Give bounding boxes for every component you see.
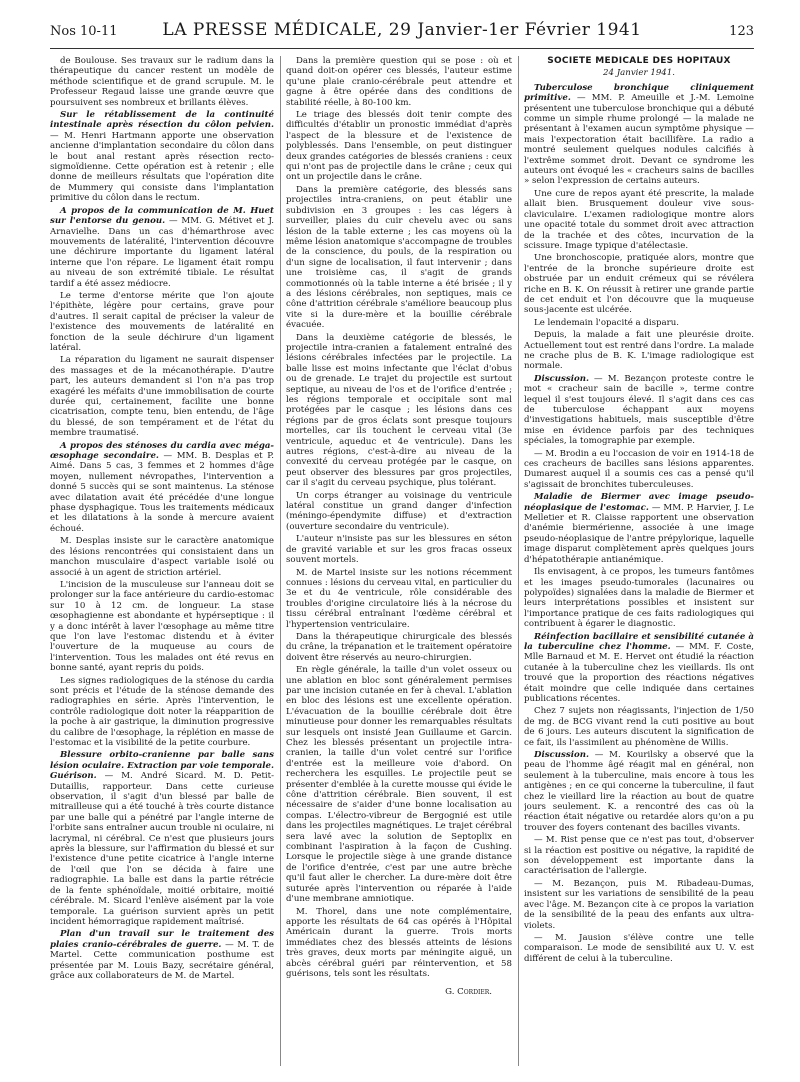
- header-rule: [50, 48, 754, 49]
- paragraph-text: Dans la première catégorie, des blessés sans projectiles intra-craniens, on peut établir une subdivision en 3 groupes : les cas légers à surveiller, plaies du cuir chevelu avec ou sans lésion de la table externe ; les cas moyens où la même lésion anatomique s'accompagne de troubles de la conscience, du pouls, de la respiration ou d'un signe de localisation, il faut intervenir ; dans une troisième cas, il s'agit de grands commotionnés où la table interne a été brisée ; il y a des lésions cérébrales, non septiques, mais ce cône d'attrition cérébrale s'améliore beaucoup plus vite si la dure-mère et la bouillie cérébrale évacuée.: [286, 184, 512, 331]
- paragraph: [524, 632, 754, 705]
- paragraph-text: — MM. P. Ameuille et J.-M. Lemoine présentent une tuberculose bronchique qui a débuté comme un simple rhume prolongé — la malade ne présentant à l'examen aucun symptôme physique — mais l'expectoration était bacillifère. La radio a montré seulement quelques nodules calcifiés à l'extrême sommet droit. Devant ce syndrome les auteurs ont évoqué les « cracheurs sains de bacilles » selon l'expression de certains auteurs.: [524, 93, 754, 187]
- paragraph: [50, 110, 274, 204]
- paragraph: [524, 253, 754, 315]
- paragraph: [286, 110, 512, 183]
- paragraph-text: — MM. F. Coste, Mlle Barnaud et M. E. Hervet ont étudié la réaction cutanée à la tuberculine chez les vieillards. Ils ont trouvé que la proportion des réactions négatives était moindre que celle indiquée dans certaines publications récentes.: [524, 641, 754, 704]
- paragraph-text: En règle générale, la taille d'un volet osseux ou une ablation en bloc sont généralement permises par une incision cutanée en fer à cheval. L'ablation en bloc des lésions est une excellente opération. L'évacuation de la bouillie cérébrale doit être minutieuse pour donner les remarquables résultats sur lesquels ont insisté Jean Guillaume et Garcin. Chez les blessés présentant un projectile intra-cranien, la taille d'un volet centré sur l'orifice d'entrée est la meilleure voie d'abord. On recherchera les esquilles. Le projectile peut se présenter d'emblée à la curette mousse qui évide le cône d'attrition cérébrale. Bien souvent, il est nécessaire de s'aider d'une bonne localisation au compas. L'électro-vibreur de Bergognié est utile dans les projectiles magnétiques. Le trajet cérébral sera lavé avec la solution de Septoplix en combinant l'aspiration à la façon de Cushing. Lorsque le projectile siège à une grande distance de l'orifice d'entrée, c'est par une autre brèche qu'il faut aller le chercher. La dure-mère doit être suturée après l'intervention ou réparée à l'aide d'une membrane amniotique.: [286, 665, 512, 905]
- paragraph: [524, 83, 754, 187]
- section-title: SOCIÉTÉ MÉDICALE DES HOPITAUX: [547, 56, 731, 66]
- paragraph: [286, 632, 512, 663]
- paragraph: [524, 835, 754, 877]
- paragraph: [286, 56, 512, 108]
- paragraph: [286, 491, 512, 533]
- paragraph-text: Ils envisagent, à ce propos, les tumeurs fantômes et les images pseudo-tumorales (lacunaires ou polypoïdes) signalées dans la maladie de Biermer et leurs interprétations possibles et insistent sur l'importance pratique de ces faits radiologiques qui contribuent à égarer le diagnostic.: [524, 567, 754, 630]
- paragraph: [50, 206, 274, 289]
- paragraph-text: Le triage des blessés doit tenir compte des difficultés d'établir un pronostic immédiat d'après l'aspect de la blessure et de l'existence de polyblessés. Dans l'ensemble, on peut distinguer deux grandes catégories de blessés craniens : ceux qui n'ont pas de projectile dans le crâne ; ceux qui ont un projectile dans le crâne.: [286, 110, 512, 183]
- paragraph: [286, 333, 512, 489]
- paragraph-text: L'incision de la musculeuse sur l'anneau doit se prolonger sur la face antérieure du cardio-estomac sur 10 à 12 cm. de longueur. La stase œsophagienne est abondante et hypérseptique : il y a donc intérêt à laver l'œsophage au même titre que l'on lave l'estomac distendu et à éviter l'ouverture de la muqueuse au cours de l'intervention. Tous les malades ont été revus en bonne santé, ayant repris du poids.: [50, 579, 274, 674]
- paragraph: [286, 907, 512, 980]
- paragraph-text: La réparation du ligament ne saurait dispenser des massages et de la mécanothérapie. D'autre part, les auteurs demandent si l'on n'a pas trop exagéré les méfaits d'une immobilisation de courte durée qui, certainement, facilite une bonne cicatrisation, compte tenu, bien entendu, de l'âge du blessé, de son tempérament et de l'état du membre traumatisé.: [50, 355, 274, 439]
- paragraph-text: — M. Bezançon proteste contre le mot « cracheur sain de bacille », terme contre lequel il s'est toujours élevé. Il s'agit dans ces cas de tuberculose échappant aux moyens d'investigations habituels, mais susceptible d'être mise en évidence parfois par des techniques spéciales, la tomographie par exemple.: [524, 373, 754, 447]
- paragraph-text: Le terme d'entorse mérite que l'on ajoute l'épithète, légère pour certains, grave pour d'autres. Il serait capital de préciser la valeur de l'existence des mouvements de latéralité en fonction de la seule déchirure d'un ligament latéral.: [50, 290, 274, 353]
- paragraph-heading: A propos de la communication de M. Huet sur l'entorse du genou.: [50, 205, 274, 227]
- paragraph-text: Une cure de repos ayant été prescrite, la malade allait bien. Brusquement douleur vive sous-claviculaire. L'examen radiologique montre alors une opacité totale du sommet droit avec attraction de la trachée et des côtes, incurvation de la scissure. Image typique d'atélectasie.: [524, 188, 754, 251]
- paragraph: [50, 355, 274, 438]
- column-divider: [518, 56, 519, 1066]
- signature: G. Cordier.: [445, 987, 492, 998]
- paragraph: [524, 933, 754, 964]
- paragraph-heading: Discussion.: [534, 750, 589, 760]
- paragraph-heading: Maladie de Biermer avec image pseudo-néoplasique de l'estomac.: [524, 492, 754, 513]
- paragraph: [524, 449, 754, 491]
- paragraph: [50, 929, 274, 981]
- column-divider: [280, 56, 281, 1066]
- paragraph-text: — MM. P. Harvier, J. Le Melletier et R. Claisse rapportent une observation d'anémie biermérienne, associée à une image pseudo-néoplasique de l'antre prépylorique, laquelle image disparut complètement après quelques jours d'hépatothérapie antianémique.: [524, 502, 754, 565]
- paragraph-heading: A propos des sténoses du cardia avec méga-œsophage secondaire.: [50, 440, 274, 462]
- paragraph: [50, 580, 274, 674]
- paragraph-text: M. Thorel, dans une note complémentaire, apporte les résultats de 64 cas opérés à l'Hôpital Américain durant la guerre. Trois morts immédiates chez des blessés atteints de lésions très graves, deux morts par méningite aiguë, un abcès cérébral guéri par réintervention, et 58 guérisons, tels sont les résultats.: [286, 906, 512, 979]
- paragraph-text: — M. Henri Hartmann apporte une observation ancienne d'implantation secondaire du côlon dans le bout anal restant après résection recto-sigmoïdienne. Cette opération est à retenir ; elle donne de meilleurs résultats que l'opération dite de Mummery qui consiste dans l'implantation primitive du côlon dans le rectum.: [50, 130, 274, 204]
- paragraph: [286, 665, 512, 904]
- paragraph: [524, 374, 754, 447]
- column-2: [286, 56, 512, 1072]
- paragraph-text: — M. Kourilsky a observé que la peau de l'homme âgé réagit mal en général, non seulement à la tuberculine, mais encore à tous les antigènes ; en ce qui concerne la tuberculine, il faut chez le vieillard lire la réaction au bout de quatre jours seulement. K. a rencontré des cas où la réaction était négative ou retardée alors qu'on a pu trouver des foyers contenant des bacilles vivants.: [524, 750, 754, 833]
- paragraph-text: — MM. B. Desplas et P. Aimé. Dans 5 cas, 3 femmes et 2 hommes d'âge moyen, nullement névropathes, l'intervention a donné 5 succès qui se sont maintenus. La sténose avec dilatation avait été précédée d'une longue phase dysphagique. Tous les traitements médicaux et les dilatations à la sonde à mercure avaient échoué.: [50, 451, 274, 534]
- column-3: [524, 56, 754, 1072]
- paragraph: [286, 534, 512, 565]
- paragraph: [524, 879, 754, 931]
- paragraph: [524, 189, 754, 251]
- paragraph: [524, 318, 754, 328]
- page-header: [50, 18, 754, 46]
- paragraph-heading: Blessure orbito-cranienne par balle sans lésion oculaire. Extraction par voie temporale. Guérison.: [50, 750, 274, 782]
- paragraph-text: Un corps étranger au voisinage du ventricule latéral constitue un grand danger d'infection (méningo-épendymite diffuse) et d'extraction (ouverture secondaire du ventricule).: [286, 490, 512, 532]
- paragraph-text: — M. Bezançon, puis M. Ribadeau-Dumas, insistent sur les variations de sensibilité de la peau avec l'âge. M. Bezançon cite à ce propos la variation de la sensibilité de la peau des enfants aux ultra-violets.: [524, 878, 754, 931]
- paragraph: [50, 676, 274, 749]
- paragraph-heading: Sur le rétablissement de la continuité intestinale après résection du côlon pelvien.: [50, 110, 274, 131]
- column-1: [50, 56, 274, 1072]
- paragraph: [286, 568, 512, 630]
- paragraph-heading: Plan d'un travail sur le traitement des plaies cranio-cérébrales de guerre.: [50, 929, 274, 950]
- paragraph: [50, 750, 274, 927]
- issue-number: Nos 10-11: [50, 24, 118, 39]
- paragraph: [524, 330, 754, 372]
- paragraph-text: — M. André Sicard. M. D. Petit-Dutaillis, rapporteur. Dans cette curieuse observation, il s'agit d'un blessé par balle de mitrailleuse qui a été touché à très courte distance par une balle qui a pénétré par l'angle interne de l'orbite sans entraîner aucun trouble ni oculaire, ni lacrymal, ni cérébral. Ce n'est que plusieurs jours après la blessure, sur l'affirmation du blessé et sur l'existence d'une petite cicatrice à l'angle interne de l'œil que l'on se décida à faire une radiographie. La balle est dans la partie rétrécie de la fente sphénoïdale, moitié orbitaire, moitié cérébrale. M. Sicard l'enlève aisément par la voie temporale. La guérison survient après un petit incident hémorragique rapidement maîtrisé.: [50, 771, 274, 927]
- paragraph: [50, 291, 274, 353]
- paragraph-text: L'auteur n'insiste pas sur les blessures en séton de gravité variable et sur les gros fracas osseux souvent mortels.: [286, 534, 512, 566]
- paragraph: [524, 567, 754, 629]
- paragraph-text: Dans la première question qui se pose : où et quand doit-on opérer ces blessés, l'auteur estime qu'une plaie cranio-cérébrale peut attendre et gagne à être opérée dans des conditions de stabilité réelle, à 80-100 km.: [286, 56, 512, 108]
- paragraph: [524, 706, 754, 748]
- paragraph-text: Le lendemain l'opacité a disparu.: [534, 317, 680, 328]
- paragraph: [50, 441, 274, 535]
- paragraph-heading: Tuberculose bronchique cliniquement primitive.: [524, 82, 754, 104]
- paragraph-text: — M. T. de Martel. Cette communication posthume est présentée par M. Louis Bazy, secrétaire général, grâce aux collaborateurs de M. de Martel.: [50, 939, 274, 981]
- paragraph-text: de Boulouse. Ses travaux sur le radium dans la thérapeutique du cancer restent un modèle de méthode scientifique et de grand scrupule. M. le Professeur Regaud laisse une grande œuvre que poursuivent ses nombreux et brillants élèves.: [50, 56, 274, 108]
- paragraph-text: Dans la deuxième catégorie de blessés, le projectile intra-cranien a fatalement entraîné des lésions cérébrales infectées par le projectile. La balle lisse est moins infectante que l'éclat d'obus ou de grenade. Le trajet du projectile est surtout septique, au niveau de l'os et de l'orifice d'entrée ; les régions temporale et occipitale sont mal protégées par le casque ; les lésions dans ces régions par de gros éclats sont presque toujours mortelles, car ils touchent le cerveau vital (3e ventricule, aqueduc et 4e ventricule). Dans les autres régions, c'est-à-dire au niveau de la convexité du cerveau protégée par le casque, on peut observer des blessures par gros projectiles, car il s'agit du cerveau psychique, plus tolérant.: [286, 332, 512, 489]
- paragraph-heading: Discussion.: [534, 373, 589, 384]
- paragraph-text: — M. Rist pense que ce n'est pas tout, d'observer si la réaction est positive ou négative, la rapidité de son développement est importante dans la caractérisation de l'allergie.: [524, 835, 754, 877]
- paragraph-text: Dans la thérapeutique chirurgicale des blessés du crâne, la trépanation et le traitement opératoire doivent être réservés au neuro-chirurgien.: [286, 631, 512, 663]
- paragraph-text: Chez 7 sujets non réagissants, l'injection de 1/50 de mg. de BCG vivant rend la cuti positive au bout de 6 jours. Les auteurs discutent la signification de ce fait, ils l'assimilent au phénomène de Willis.: [524, 706, 754, 748]
- paragraph-text: M. de Martel insiste sur les notions récemment connues : lésions du cerveau vital, en particulier du 3e et du 4e ventricule, rôle considérable des troubles d'origine circulatoire liés à la nécrose du tissu cérébral entraînant l'œdème cérébral et l'hypertension ventriculaire.: [286, 567, 512, 630]
- paragraph: [50, 56, 274, 108]
- paragraph-text: Depuis, la malade a fait une pleurésie droite. Actuellement tout est rentré dans l'ordre. La malade ne crache plus de B. K. L'image radiologique est normale.: [524, 330, 754, 372]
- page-number: 123: [729, 24, 754, 39]
- paragraph-text: Les signes radiologiques de la sténose du cardia sont précis et l'étude de la sténose demande des radiographies en série. Après l'intervention, le contrôle radiologique doit noter la réapparition de la poche à air gastrique, la diminution progressive du calibre de l'œsophage, la réplétion en masse de l'estomac et la visibilité de la petite courbure.: [50, 675, 274, 748]
- section-date: 24 Janvier 1941.: [603, 68, 675, 79]
- paragraph: [50, 536, 274, 578]
- paragraph-text: Une bronchoscopie, pratiquée alors, montre que l'entrée de la bronche supérieure droite est obstruée par un enduit crémeux qui se révélera riche en B. K. On réussit à retirer une grande partie de cet enduit et l'on découvre que la muqueuse sous-jacente est ulcérée.: [524, 253, 754, 316]
- journal-title: LA PRESSE MÉDICALE, 29 Janvier-1er Février 1941: [162, 20, 642, 40]
- paragraph: [286, 185, 512, 331]
- paragraph-text: — M. Brodin a eu l'occasion de voir en 1914-18 de ces cracheurs de bacilles sans lésions apparentes. Dumarest auquel il a soumis ces cas a pensé qu'il s'agissait de bronchites tuberculeuses.: [524, 448, 754, 490]
- paragraph-text: — M. Jausion s'élève contre une telle comparaison. Le mode de sensibilité aux U. V. est différent de celui à la tuberculine.: [524, 932, 754, 964]
- paragraph-text: — MM. G. Métivet et J. Arnavielhe. Dans un cas d'hémarthrose avec mouvements de latéralité, l'intervention découvre une déchirure importante du ligament latéral interne que l'on répare. Le ligament était rompu au niveau de son extrémité tibiale. Le résultat tardif a été assez médiocre.: [50, 216, 274, 289]
- paragraph: [524, 750, 754, 833]
- paragraph-heading: Réinfection bacillaire et sensibilité cutanée à la tuberculine chez l'homme.: [524, 631, 754, 652]
- paragraph-text: M. Desplas insiste sur le caractère anatomique des lésions rencontrées qui consistaient dans un manchon musculaire d'aspect variable isolé ou associé à un agent de striction artériel.: [50, 536, 274, 578]
- paragraph: [524, 492, 754, 565]
